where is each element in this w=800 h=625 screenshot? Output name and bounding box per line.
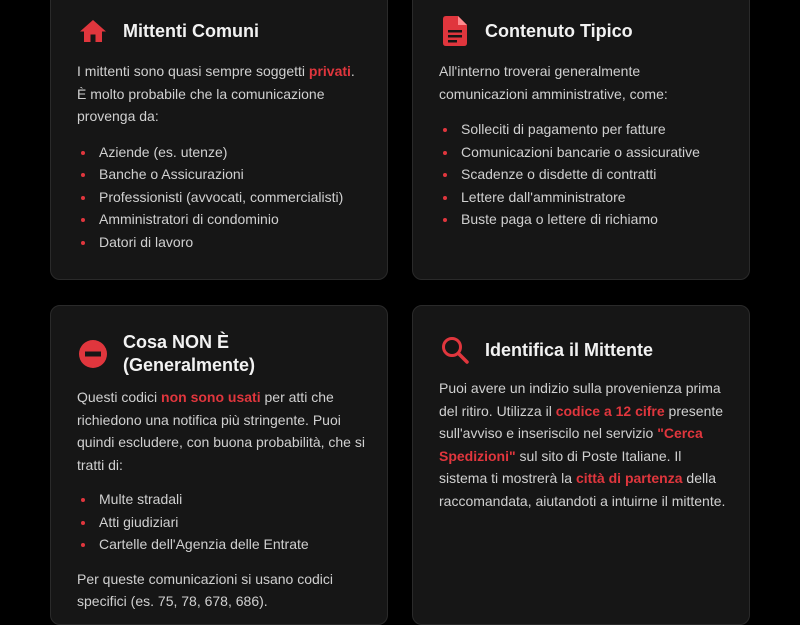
list-item: Datori di lavoro xyxy=(77,231,365,254)
home-icon xyxy=(77,15,109,47)
list-item: Amministratori di condominio xyxy=(77,208,365,231)
list-item: Professionisti (avvocati, commercialisti) xyxy=(77,186,365,209)
list-item: Comunicazioni bancarie o assicurative xyxy=(439,141,727,164)
card-header xyxy=(439,334,729,366)
list-item: Scadenze o disdette di contratti xyxy=(439,163,727,186)
card-title: Mittenti Comuni xyxy=(123,20,259,41)
card-intro: Questi codici non sono usati per atti che richiedono una notifica più stringente. Puoi quindi escludere, con buona probabilità, che si tratti di: xyxy=(77,389,365,473)
card-header xyxy=(439,15,729,47)
highlight-city: città di partenza xyxy=(575,470,683,486)
card-identify-sender xyxy=(412,305,750,625)
list-item: Solleciti di pagamento per fatture xyxy=(439,118,727,141)
card-intro: Puoi avere un indizio sulla provenienza prima del ritiro. Utilizza il codice a 12 cifre presente sull'avviso e inseriscilo nel servizio "Cerca Spedizioni" sul sito di Poste Italiane. Il sistema ti mostrerà la città di partenza della raccomandata, aiutandoti a intuirne il mittente. xyxy=(439,380,726,509)
card-title: Identifica il Mittente xyxy=(485,339,654,360)
content-list xyxy=(439,118,727,231)
document-icon xyxy=(439,15,471,47)
card-body xyxy=(77,60,365,253)
card-typical-content xyxy=(412,0,750,280)
card-title: Contenuto Tipico xyxy=(485,20,633,41)
list-item: Atti giudiziari xyxy=(77,511,365,534)
card-what-it-is-not xyxy=(50,305,388,625)
card-intro: I mittenti sono quasi sempre soggetti privati. È molto probabile che la comunicazione provenga da: xyxy=(77,63,355,124)
list-item: Multe stradali xyxy=(77,488,365,511)
highlight-not-used: non sono usati xyxy=(161,389,261,405)
card-body xyxy=(77,386,365,613)
list-item: Aziende (es. utenze) xyxy=(77,141,365,164)
card-header xyxy=(77,15,367,47)
list-item: Buste paga o lettere di richiamo xyxy=(439,208,727,231)
list-item: Cartelle dell'Agenzia delle Entrate xyxy=(77,533,365,556)
card-body xyxy=(439,377,727,512)
list-item: Lettere dall'amministratore xyxy=(439,186,727,209)
card-title: Cosa NON È (Generalmente) xyxy=(123,332,256,375)
card-outro: Per queste comunicazioni si usano codici specifici (es. 75, 78, 678, 686). xyxy=(77,570,334,610)
minus-circle-icon xyxy=(77,338,109,370)
card-intro: All'interno troverai generalmente comunicazioni amministrative, come: xyxy=(439,63,668,102)
card-header xyxy=(77,331,367,377)
search-icon xyxy=(439,334,471,366)
sender-list xyxy=(77,141,365,254)
list-item: Banche o Assicurazioni xyxy=(77,163,365,186)
highlight-service: "Cerca Spedizioni" xyxy=(439,425,703,464)
card-common-senders xyxy=(50,0,388,280)
card-body xyxy=(439,60,727,231)
highlight-code: codice a 12 cifre xyxy=(555,402,665,419)
excluded-list xyxy=(77,488,365,556)
highlight-private: privati xyxy=(308,63,351,79)
